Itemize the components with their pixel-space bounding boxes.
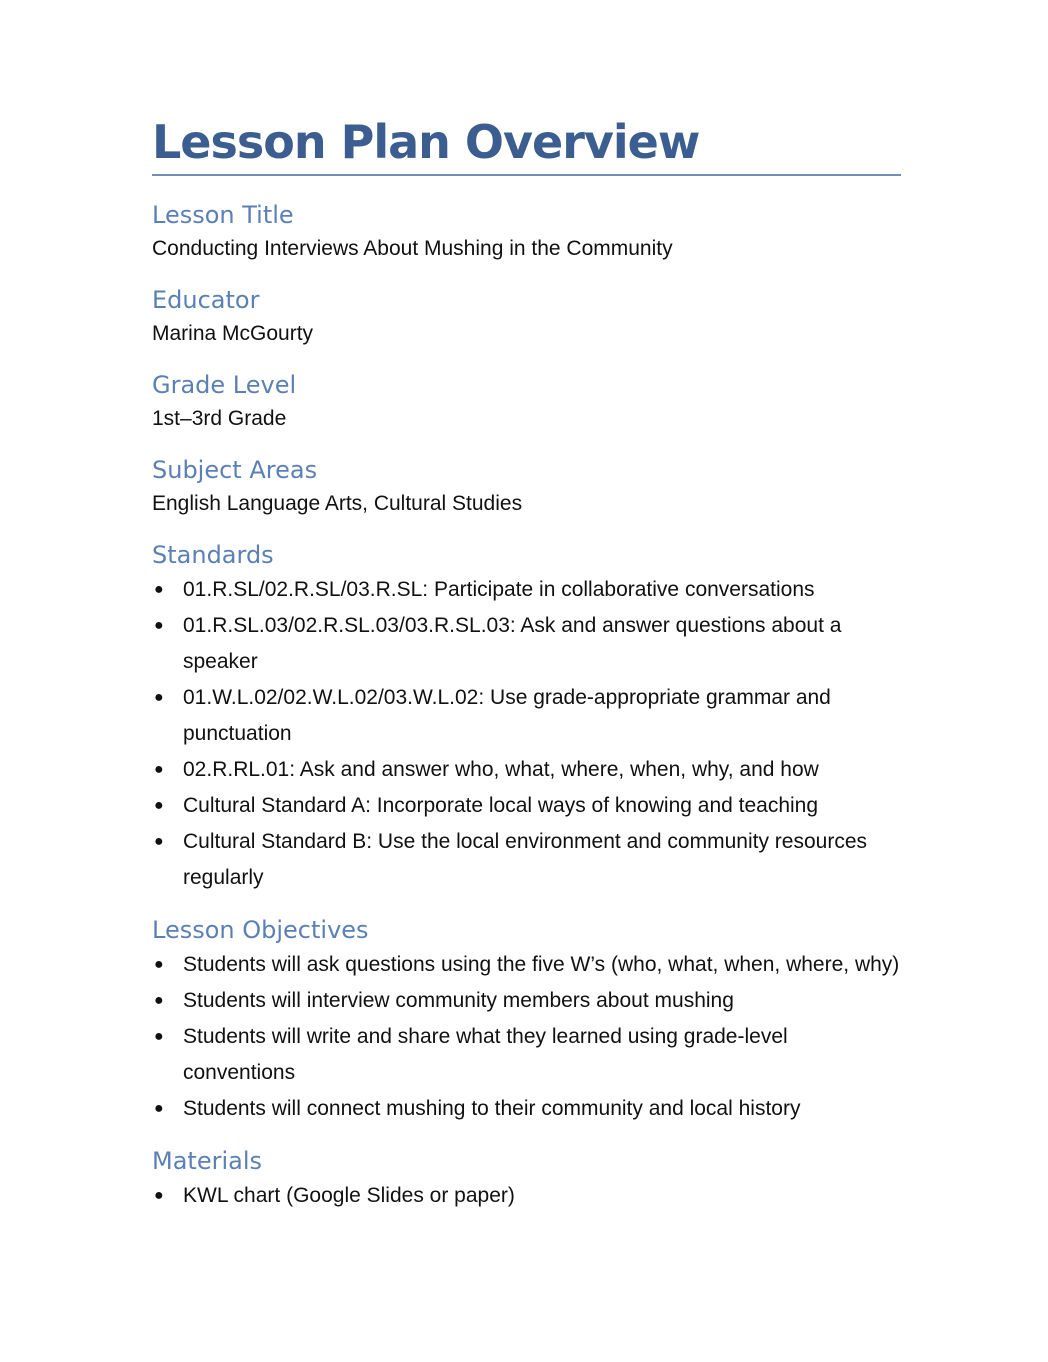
list-item-text: Cultural Standard A: Incorporate local ways of knowing and teaching [183, 794, 819, 817]
bullet-icon: ● [154, 761, 164, 778]
section-heading: Educator [152, 286, 260, 314]
bullet-icon: ● [154, 581, 164, 598]
section-standards [152, 538, 901, 896]
bullet-icon: ● [154, 833, 164, 850]
section-subject-areas [152, 453, 901, 521]
list-item [152, 1019, 901, 1091]
bullet-icon: ● [154, 797, 164, 814]
standards-list [152, 572, 901, 896]
list-item [152, 1178, 901, 1214]
list-item-text: 02.R.RL.01: Ask and answer who, what, where, when, why, and how [183, 758, 819, 781]
section-educator [152, 283, 901, 351]
list-item [152, 1091, 901, 1127]
section-lesson-title [152, 198, 901, 266]
section-heading: Materials [152, 1147, 263, 1175]
list-item-text: Students will write and share what they learned using grade-level conventions [183, 1025, 788, 1084]
bullet-icon: ● [154, 689, 164, 706]
list-item-text: 01.R.SL/02.R.SL/03.R.SL: Participate in collaborative conversations [183, 578, 815, 601]
list-item [152, 752, 901, 788]
list-item [152, 947, 901, 983]
lesson-title-value: Conducting Interviews About Mushing in the Community [152, 237, 673, 260]
bullet-icon: ● [154, 1187, 164, 1204]
list-item-text: Cultural Standard B: Use the local environment and community resources regularly [183, 830, 867, 889]
bullet-icon: ● [154, 1100, 164, 1117]
list-item-text: Students will ask questions using the five W’s (who, what, when, where, why) [183, 953, 900, 976]
list-item [152, 788, 901, 824]
list-item-text: KWL chart (Google Slides or paper) [183, 1184, 515, 1207]
title-divider [152, 174, 901, 176]
section-heading: Grade Level [152, 371, 297, 399]
bullet-icon: ● [154, 992, 164, 1009]
section-materials [152, 1144, 901, 1214]
grade-level-value: 1st–3rd Grade [152, 407, 287, 430]
list-item [152, 608, 901, 680]
list-item [152, 983, 901, 1019]
document-page [152, 110, 901, 1231]
bullet-icon: ● [154, 617, 164, 634]
objectives-list [152, 947, 901, 1127]
subject-areas-value: English Language Arts, Cultural Studies [152, 492, 523, 515]
section-lesson-objectives [152, 913, 901, 1127]
bullet-icon: ● [154, 1028, 164, 1045]
bullet-icon: ● [154, 956, 164, 973]
section-heading: Subject Areas [152, 456, 318, 484]
list-item-text: 01.W.L.02/02.W.L.02/03.W.L.02: Use grade-appropriate grammar and punctuation [183, 686, 831, 745]
list-item [152, 680, 901, 752]
section-heading: Standards [152, 541, 274, 569]
materials-list [152, 1178, 901, 1214]
page-title: Lesson Plan Overview [152, 115, 700, 169]
list-item-text: 01.R.SL.03/02.R.SL.03/03.R.SL.03: Ask and answer questions about a speaker [183, 614, 842, 673]
section-heading: Lesson Objectives [152, 916, 369, 944]
section-heading: Lesson Title [152, 201, 294, 229]
list-item [152, 824, 901, 896]
list-item-text: Students will interview community members about mushing [183, 989, 734, 1012]
list-item-text: Students will connect mushing to their community and local history [183, 1097, 801, 1120]
list-item [152, 572, 901, 608]
educator-value: Marina McGourty [152, 322, 314, 345]
section-grade-level [152, 368, 901, 436]
